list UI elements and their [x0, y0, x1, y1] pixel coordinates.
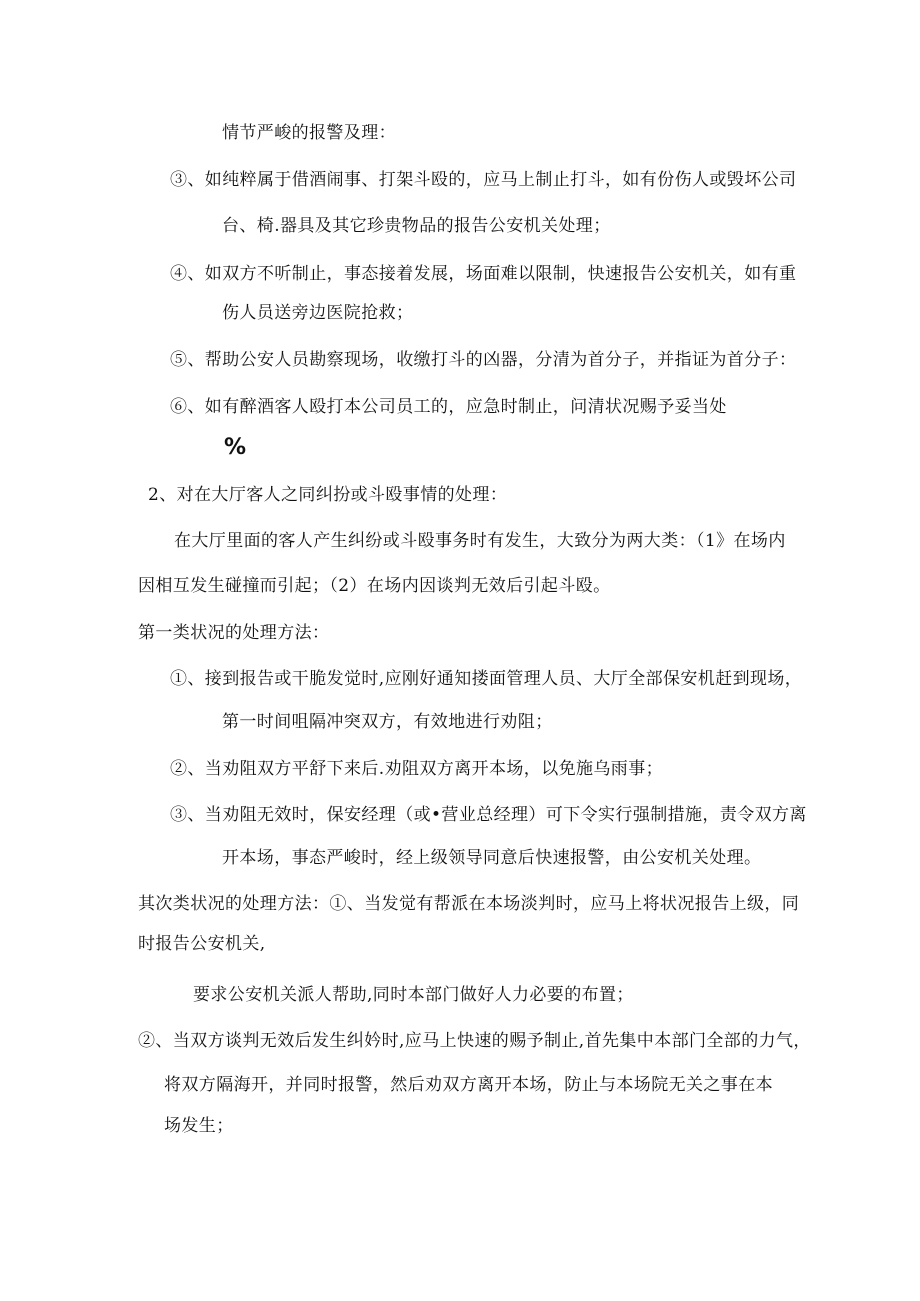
- text-line: 台、椅.器具及其它珍贵物品的报告公安机关处理；: [222, 216, 611, 236]
- list-item-1: ①、接到报告或干脆发觉时,应刚好通知搂面管理人员、大厅全部保安机赶到现场，: [170, 669, 803, 689]
- text-line: 将双方隔海开，并同时报警，然后劝双方离开本场，防止与本场院无关之事在本: [164, 1075, 773, 1095]
- list-item-3: ③、如纯粹属于借酒闹事、打架斗殴的，应马上制止打斗，如有份伤人或毁坏公司: [170, 170, 797, 190]
- list-item-5: ⑤、帮助公安人员勘察现场，收缴打斗的凶器，分清为首分子，并指证为首分子：: [170, 350, 797, 370]
- subheading-first-type: 第一类状况的处理方法：: [138, 623, 330, 643]
- paragraph-line: 因相互发生碰撞而引起；（2）在场内因谈判无效后引起斗殴。: [138, 576, 611, 596]
- text-line: 场发生；: [164, 1116, 234, 1136]
- list-item-2: ②、当劝阻双方平舒下来后.劝阻双方离开本场，以免施乌雨事；: [170, 759, 664, 779]
- list-item-6: ⑥、如有醉酒客人殴打本公司员工的，应急时制止，问清状况赐予妥当处: [170, 397, 727, 417]
- text-line: 开本场，事态严峻时，经上级领导同意后快速报警，由公安机关处理。: [222, 848, 762, 868]
- list-item-4: ④、如双方不听制止，事态接着发展，场面难以限制，快速报告公安机关，如有重: [170, 264, 797, 284]
- text-line: 要求公安机关派人帮助,同时本部门做好人力必要的布置；: [193, 985, 634, 1005]
- subheading-second-type: 其次类状况的处理方法：①、当发觉有帮派在本场淡判时，应马上将状况报告上级，同: [138, 894, 800, 914]
- list-item-3b: ③、当劝阻无效时，保安经理（或•营业总经理）可下令实行强制措施，责令双方离: [170, 805, 807, 825]
- list-item-2b: ②、当双方谈判无效后发生纠妗时,应马上快速的赐予制止,首先集中本部门全部的力气，: [138, 1031, 811, 1051]
- text-line: 情节严峻的报警及理：: [222, 123, 396, 143]
- percent-mark: %: [224, 435, 247, 460]
- text-line: 时报告公安机关,: [138, 934, 266, 954]
- text-line: 伤人员送旁边医院抢救；: [222, 303, 414, 323]
- section-heading-2: 2、对在大厅客人之同纠扮或斗殴事情的处理：: [148, 485, 508, 505]
- text-line: 第一时间咀隔冲突双方，有效地进行劝阻；: [222, 712, 553, 732]
- paragraph-line: 在大厅里面的客人产生纠纷或斗殴事务时有发生，大致分为两大类：（1》在场内: [174, 531, 786, 551]
